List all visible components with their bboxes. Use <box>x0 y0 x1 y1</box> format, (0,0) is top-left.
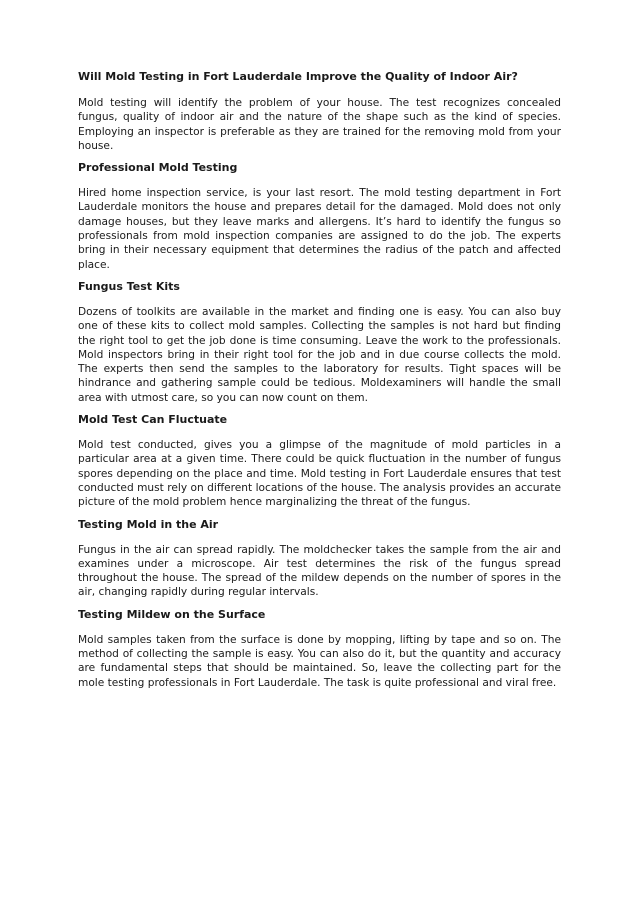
document-page <box>78 70 561 698</box>
section-testing-mildew-on-the-surface <box>78 608 561 690</box>
section-heading: Mold Test Can Fluctuate <box>78 413 228 427</box>
intro-paragraph: Mold testing will identify the problem of your house. The test recognizes concealed fungus, quality of indoor air and the nature of the shape such as the kind of species. Employing an inspector is preferable as they are trained for the removing mold from your house. <box>78 97 561 152</box>
section-heading: Testing Mildew on the Surface <box>78 607 266 621</box>
section-paragraph: Mold test conducted, gives you a glimpse of the magnitude of mold particles in a particular area at a given time. There could be quick fluctuation in the number of fungus spores depending on the place and time. Mold testing in Fort Lauderdale ensures that test conducted must rely on different locations of the house. The analysis provides an accurate picture of the mold problem hence marginalizing the threat of the fungus. <box>78 439 561 509</box>
section-testing-mold-in-the-air <box>78 518 561 600</box>
section-paragraph: Fungus in the air can spread rapidly. The moldchecker takes the sample from the air and examines under a microscope. Air test determines the risk of the fungus spread throughout the house. The spread of the mildew depends on the number of spores in the air, changing rapidly during regular intervals. <box>78 543 561 599</box>
section-paragraph: Mold samples taken from the surface is done by mopping, lifting by tape and so on. The method of collecting the sample is easy. You can also do it, but the quantity and accuracy are fundamental steps that should be maintained. So, leave the collecting part for the mole testing professionals in Fort Lauderdale. The task is quite professional and viral free. <box>78 633 561 689</box>
section-mold-test-can-fluctuate <box>78 413 561 509</box>
section-fungus-test-kits <box>78 280 561 405</box>
section-paragraph: Dozens of toolkits are available in the market and finding one is easy. You can also buy one of these kits to collect mold samples. Collecting the samples is not hard but finding the right tool to get the job done is time consuming. Leave the work to the professionals. Mold inspectors bring in their right tool for the job and in due course collects the mold. The experts then send the samples to the laboratory for results. Tight spaces will be hindrance and gathering sample could be tedious. Moldexaminers will handle the small area with utmost care, so you can now count on them. <box>78 305 561 404</box>
document-title: Will Mold Testing in Fort Lauderdale Improve the Quality of Indoor Air? <box>78 70 518 83</box>
section-heading: Fungus Test Kits <box>78 279 180 293</box>
section-heading: Professional Mold Testing <box>78 161 238 175</box>
section-heading: Testing Mold in the Air <box>78 517 219 531</box>
section-paragraph: Hired home inspection service, is your last resort. The mold testing department in Fort Lauderdale monitors the house and prepares detail for the damaged. Mold does not only damage houses, but they leave marks and allergens. It’s hard to identify the fungus so professionals from mold inspection companies are assigned to do the job. The experts bring in their necessary equipment that determines the radius of the patch and affected place. <box>78 187 561 271</box>
section-professional-mold-testing <box>78 161 561 272</box>
